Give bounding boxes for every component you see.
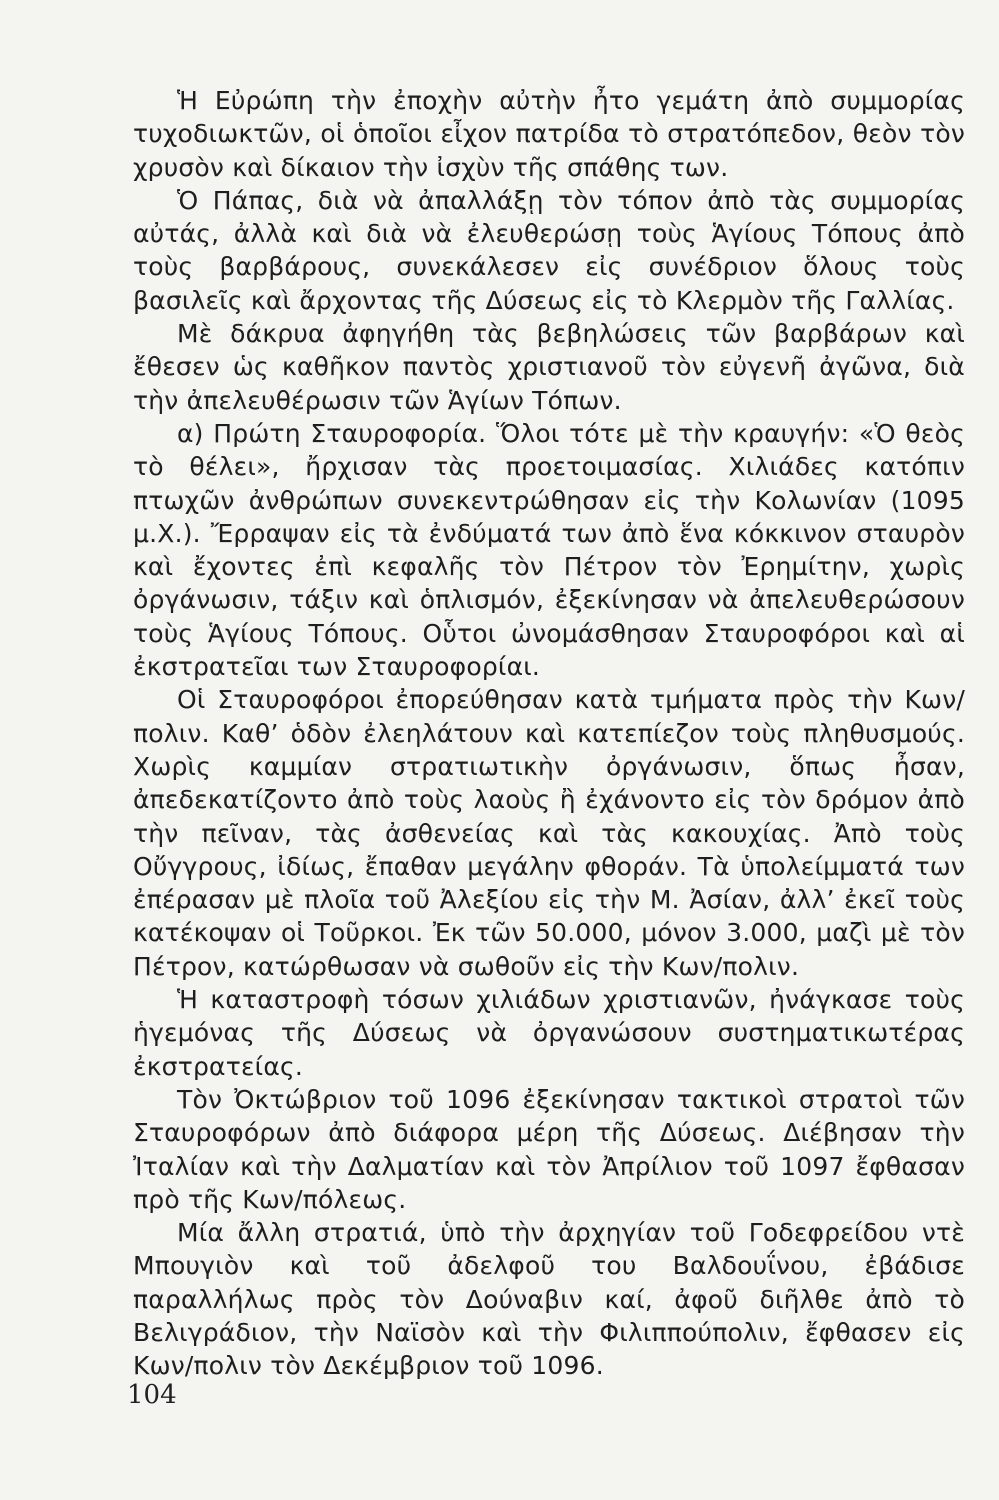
section-heading: α) Πρώτη Σταυροφορία. bbox=[177, 418, 487, 448]
paragraph: Ὁ Πάπας, διὰ νὰ ἀπαλλάξῃ τὸν τόπον ἀπὸ τὰς συμμορίας αὐτάς, ἀλλὰ καὶ διὰ νὰ ἐλευθερώσῃ τοὺς Ἁγίους Τόπους ἀπὸ τοὺς βαρβάρους, συνεκάλεσεν εἰς συνέδριον ὅλους τοὺς βασιλεῖς καὶ ἄρχοντας τῆς Δύσεως εἰς τὸ Κλερμὸν τῆς Γαλλίας. bbox=[133, 185, 965, 315]
paragraph: Τὸν Ὀκτώβριον τοῦ 1096 ἐξεκίνησαν τακτικοὶ στρατοὶ τῶν Σταυροφόρων ἀπὸ διάφορα μέρη τῆς Δύσεως. Διέβησαν τὴν Ἰταλίαν καὶ τὴν Δαλματίαν καὶ τὸν Ἀπρίλιον τοῦ 1097 ἔφθασαν πρὸ τῆς Κων/πόλεως. bbox=[133, 1084, 965, 1214]
paragraph: Ἡ Εὐρώπη τὴν ἐποχὴν αὐτὴν ἦτο γεμάτη ἀπὸ συμμορίας τυχοδιωκτῶν, οἱ ὁποῖοι εἶχον πατρίδα τὸ στρατόπεδον, θεὸν τὸν χρυσὸν καὶ δίκαιον τὴν ἰσχὺν τῆς σπάθης των. bbox=[133, 86, 965, 182]
section-paragraph bbox=[133, 417, 965, 683]
paragraph: Οἱ Σταυροφόροι ἐπορεύθησαν κατὰ τμήματα πρὸς τὴν Κων/πολιν. Καθ’ ὁδὸν ἐλεηλάτουν καὶ κατεπίεζον τοὺς πληθυσμούς. Χωρὶς καμμίαν στρατιωτικὴν ὀργάνωσιν, ὅπως ἦσαν, ἀπεδεκατίζοντο ἀπὸ τοὺς λαοὺς ἢ ἐχάνοντο εἰς τὸν δρόμον ἀπὸ τὴν πεῖναν, τὰς ἀσθενείας καὶ τὰς κακουχίας. Ἀπὸ τοὺς Οὔγγρους, ἰδίως, ἔπαθαν μεγάλην φθοράν. Τὰ ὑπολείμματά των ἐπέρασαν μὲ πλοῖα τοῦ Ἀλεξίου εἰς τὴν Μ. Ἀσίαν, ἀλλ’ ἐκεῖ τοὺς κατέκοψαν οἱ Τοῦρκοι. Ἐκ τῶν 50.000, μόνον 3.000, μαζὶ μὲ τὸν Πέτρον, κατώρθωσαν νὰ σωθοῦν εἰς τὴν Κων/πολιν. bbox=[133, 685, 965, 981]
body-text bbox=[133, 84, 965, 1383]
paragraph: Μὲ δάκρυα ἀφηγήθη τὰς βεβηλώσεις τῶν βαρβάρων καὶ ἔθεσεν ὡς καθῆκον παντὸς χριστιανοῦ τὸν εὐγενῆ ἀγῶνα, διὰ τὴν ἀπελευθέρωσιν τῶν Ἁγίων Τόπων. bbox=[133, 319, 965, 415]
paragraph: Μία ἄλλη στρατιά, ὑπὸ τὴν ἀρχηγίαν τοῦ Γοδεφρείδου ντὲ Μπουγιὸν καὶ τοῦ ἀδελφοῦ του Βαλδουΐνου, ἐβάδισε παραλλήλως πρὸς τὸν Δούναβιν καί, ἀφοῦ διῆλθε ἀπὸ τὸ Βελιγράδιον, τὴν Ναϊσὸν καὶ τὴν Φιλιππούπολιν, ἔφθασεν εἰς Κων/πολιν τὸν Δεκέμβριον τοῦ 1096. bbox=[133, 1218, 965, 1381]
section-text: Ὅλοι τότε μὲ τὴν κραυγήν: «Ὁ θεὸς τὸ θέλει», ἤρχισαν τὰς προετοιμασίας. Χιλιάδες κατόπιν πτωχῶν ἀνθρώπων συνεκεντρώθησαν εἰς τὴν Κολωνίαν (1095 μ.Χ.). Ἔρραψαν εἰς τὰ ἐνδύματά των ἀπὸ ἕνα κόκκινον σταυρὸν καὶ ἔχοντες ἐπὶ κεφαλῆς τὸν Πέτρον τὸν Ἐρημίτην, χωρὶς ὀργάνωσιν, τάξιν καὶ ὁπλισμόν, ἐξεκίνησαν νὰ ἀπελευθερώσουν τοὺς Ἁγίους Τόπους. Οὗτοι ὠνομάσθησαν Σταυροφόροι καὶ αἱ ἐκστρατεῖαι των Σταυροφορίαι. bbox=[133, 418, 965, 682]
page-number: 104 bbox=[127, 1380, 177, 1410]
paragraph: Ἡ καταστροφὴ τόσων χιλιάδων χριστιανῶν, ἠνάγκασε τοὺς ἡγεμόνας τῆς Δύσεως νὰ ὀργανώσουν συστηματικωτέρας ἐκστρατείας. bbox=[133, 985, 965, 1081]
